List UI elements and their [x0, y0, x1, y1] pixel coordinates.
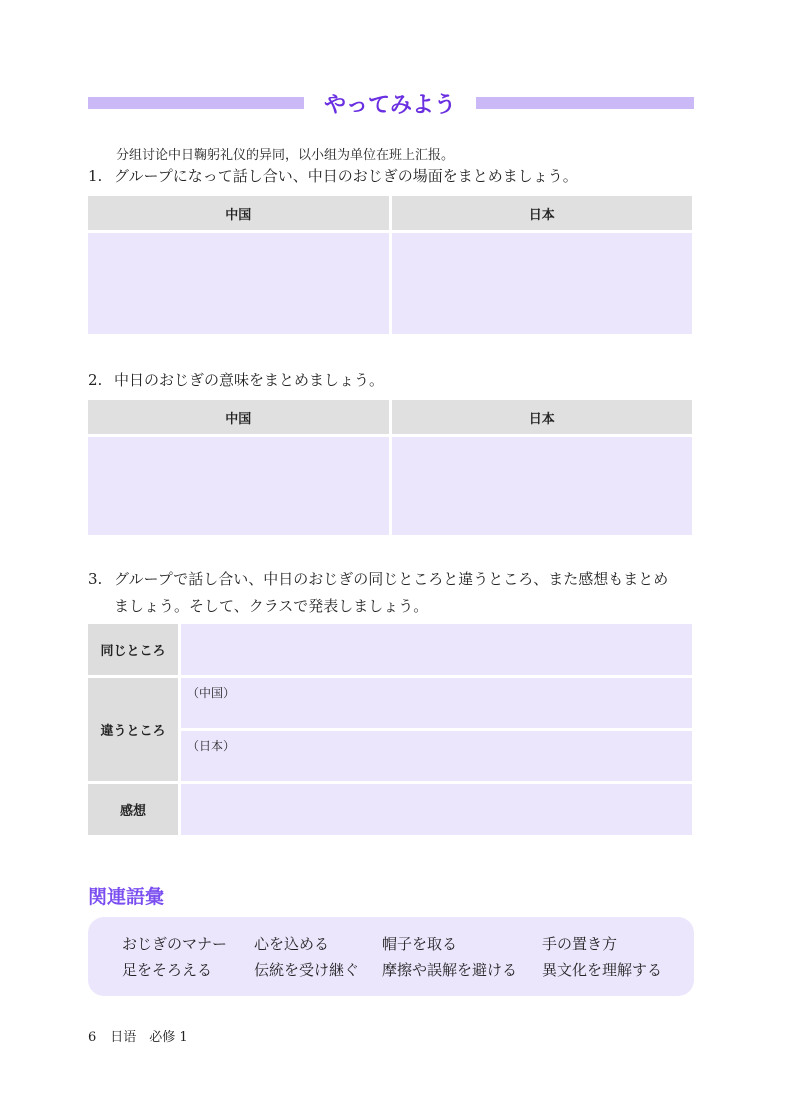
vocab-row-2	[122, 959, 662, 980]
diff-japan-cell[interactable]: （日本）	[181, 731, 692, 781]
question-1-text: グループになって話し合い、中日のおじぎの場面をまとめましょう。	[114, 167, 578, 185]
table-3	[88, 624, 692, 838]
same-cell[interactable]	[181, 624, 692, 675]
vocab-item: 足をそろえる	[122, 961, 213, 979]
table-1-cell-japan[interactable]	[392, 233, 693, 334]
same-label: 同じところ	[88, 624, 178, 675]
vocab-row-1	[122, 933, 617, 954]
vocab-item: 伝統を受け継ぐ	[254, 961, 360, 979]
vocab-item: 心を込める	[254, 935, 330, 953]
table-2	[88, 400, 692, 535]
impression-label: 感想	[88, 784, 178, 835]
vocab-item: 手の置き方	[542, 935, 618, 953]
vocab-title: 関連語彙	[88, 886, 165, 908]
diff-china-cell[interactable]: （中国）	[181, 678, 692, 728]
section-title: やってみよう	[323, 93, 456, 118]
vocab-item: 帽子を取る	[382, 935, 458, 953]
intro-text: 分组讨论中日鞠躬礼仪的异同，以小组为单位在班上汇报。	[116, 148, 455, 163]
vocab-item: 摩擦や誤解を避ける	[382, 961, 518, 979]
table-1-header-japan: 日本	[392, 196, 693, 230]
vocab-item: 異文化を理解する	[542, 961, 663, 979]
table-1-header-china: 中国	[88, 196, 389, 230]
impression-cell[interactable]	[181, 784, 692, 835]
table-1	[88, 196, 692, 334]
table-2-cell-china[interactable]	[88, 437, 389, 535]
title-bar-right	[476, 97, 694, 109]
question-3-number: 3.	[88, 570, 103, 588]
vocab-box	[88, 917, 694, 996]
vocab-item: おじぎのマナー	[122, 935, 228, 953]
title-bar-left	[88, 97, 304, 109]
table-2-header-japan: 日本	[392, 400, 693, 434]
footer	[88, 1026, 188, 1045]
table-1-cell-china[interactable]	[88, 233, 389, 334]
question-3-text-line1: グループで話し合い、中日のおじぎの同じところと違うところ、また感想もまとめ	[114, 570, 669, 588]
book-title: 日语 必修 1	[110, 1030, 188, 1045]
question-1-number: 1.	[88, 167, 103, 185]
question-2-text: 中日のおじぎの意味をまとめましょう。	[114, 371, 385, 389]
table-2-cell-japan[interactable]	[392, 437, 693, 535]
question-3-text-line2: ましょう。そして、クラスで発表しましょう。	[114, 597, 429, 615]
page-number: 6	[88, 1030, 97, 1045]
section-title-row	[88, 88, 694, 118]
question-1	[88, 163, 578, 190]
question-2	[88, 367, 384, 394]
question-2-number: 2.	[88, 371, 103, 389]
question-3	[88, 566, 668, 620]
table-2-header-china: 中国	[88, 400, 389, 434]
diff-label: 違うところ	[88, 678, 178, 781]
